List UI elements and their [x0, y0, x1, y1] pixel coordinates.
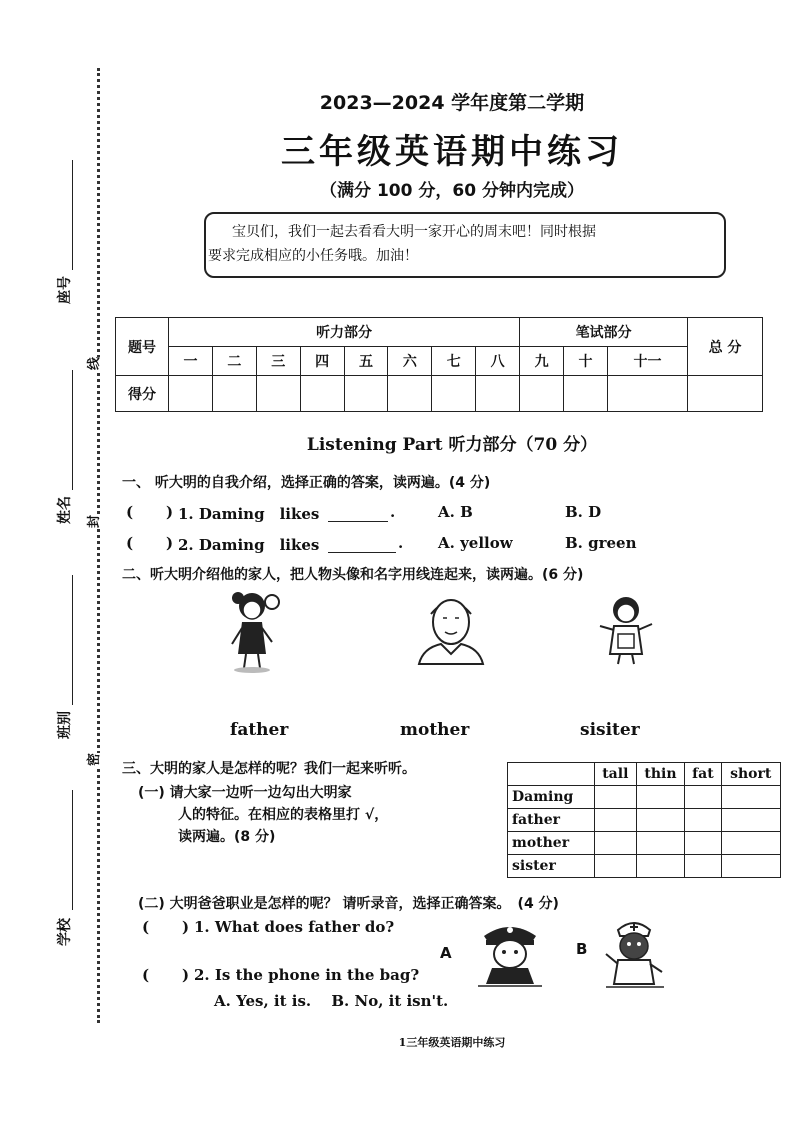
- q2-paren-close: ): [166, 534, 174, 552]
- q2-answer-slot[interactable]: [134, 534, 164, 552]
- part2-title: (二) 大明爸爸职业是怎样的呢？ 请听录音，选择正确答案。 (4 分): [138, 896, 559, 912]
- total-header: 总 分: [688, 318, 763, 376]
- score-cell[interactable]: [344, 376, 388, 412]
- police-officer-figure[interactable]: [474, 918, 546, 988]
- intro-box: [204, 212, 726, 278]
- p2q1-paren-close: ): [182, 918, 190, 936]
- check-cell[interactable]: [721, 786, 781, 809]
- item-header: 六: [388, 347, 432, 376]
- item-header: 七: [432, 347, 476, 376]
- check-cell[interactable]: [595, 786, 637, 809]
- q1-blank[interactable]: [328, 503, 388, 522]
- feature-row-label: father: [508, 809, 595, 832]
- name-fill-line[interactable]: [72, 370, 73, 490]
- part1-line-2: 人的特征。在相应的表格里打 √，: [178, 807, 389, 823]
- item-header: 十: [564, 347, 608, 376]
- q2-period: .: [398, 534, 404, 552]
- check-cell[interactable]: [685, 855, 721, 878]
- exam-subtitle: （满分 100 分，60 分钟内完成）: [320, 181, 584, 201]
- q1-answer-slot[interactable]: [134, 503, 164, 521]
- score-cell[interactable]: [432, 376, 476, 412]
- listening-title: Listening Part 听力部分（70 分）: [306, 435, 598, 455]
- seal-char-secret: 密: [81, 753, 104, 766]
- check-cell[interactable]: [636, 855, 685, 878]
- seat-fill-line[interactable]: [72, 160, 73, 270]
- feature-row-label: sister: [508, 855, 595, 878]
- total-score-cell[interactable]: [688, 376, 763, 412]
- section3-title: 三、大明的家人是怎样的呢？我们一起来听听。: [122, 761, 416, 777]
- p2q1-paren-open: (: [142, 918, 150, 936]
- score-cell[interactable]: [169, 376, 213, 412]
- doctor-figure[interactable]: [602, 914, 668, 990]
- check-cell[interactable]: [685, 809, 721, 832]
- check-cell[interactable]: [595, 832, 637, 855]
- feature-header: fat: [685, 763, 721, 786]
- q1-stem: 1. Daming likes: [178, 505, 320, 523]
- part1-line-3: 读两遍。(8 分): [178, 829, 276, 845]
- name-father[interactable]: father: [230, 720, 289, 740]
- item-header: 三: [256, 347, 300, 376]
- item-header: 九: [520, 347, 564, 376]
- p2q2-stem: 2. Is the phone in the bag?: [194, 966, 420, 984]
- score-row-label-score: 得分: [116, 376, 169, 412]
- features-corner: [508, 763, 595, 786]
- name-label: 姓名: [57, 496, 73, 524]
- check-cell[interactable]: [721, 855, 781, 878]
- intro-line-1: 宝贝们，我们一起去看看大明一家开心的周末吧！同时根据: [232, 224, 596, 240]
- check-cell[interactable]: [685, 832, 721, 855]
- item-header: 五: [344, 347, 388, 376]
- score-cell[interactable]: [607, 376, 687, 412]
- check-cell[interactable]: [636, 809, 685, 832]
- check-cell[interactable]: [721, 832, 781, 855]
- school-fill-line[interactable]: [72, 790, 73, 910]
- seat-label: 座号: [57, 276, 73, 304]
- q1-paren-close: ): [166, 503, 174, 521]
- check-cell[interactable]: [685, 786, 721, 809]
- item-header: 二: [212, 347, 256, 376]
- p2q2-paren-open: (: [142, 966, 150, 984]
- q1-period: .: [390, 503, 396, 521]
- q1-option-a[interactable]: A. B: [438, 503, 473, 521]
- q2-blank[interactable]: [328, 534, 396, 553]
- score-cell[interactable]: [256, 376, 300, 412]
- listening-group-header: 听力部分: [169, 318, 520, 347]
- check-cell[interactable]: [636, 832, 685, 855]
- feature-header: tall: [595, 763, 637, 786]
- intro-line-2: 要求完成相应的小任务哦。加油！: [208, 248, 418, 264]
- check-cell[interactable]: [595, 855, 637, 878]
- p2q2-options[interactable]: A. Yes, it is. B. No, it isn't.: [214, 992, 449, 1010]
- p2q2-answer-slot[interactable]: [150, 966, 180, 984]
- writing-group-header: 笔试部分: [520, 318, 688, 347]
- woman-mother-figure[interactable]: [596, 594, 656, 666]
- school-label: 学校: [57, 918, 73, 946]
- score-table: [115, 317, 763, 412]
- item-header: 四: [300, 347, 344, 376]
- q2-paren-open: (: [126, 534, 134, 552]
- school-year: 2023—2024 学年度第二学期: [319, 92, 585, 114]
- p2q1-answer-slot[interactable]: [150, 918, 180, 936]
- score-row-label-num: 题号: [116, 318, 169, 376]
- name-mother[interactable]: mother: [400, 720, 470, 740]
- section2-title: 二、听大明介绍他的家人，把人物头像和名字用线连起来，读两遍。(6 分): [122, 567, 584, 583]
- page-footer: 1三年级英语期中练习: [398, 1036, 506, 1049]
- p2q2-paren-close: ): [182, 966, 190, 984]
- score-cell[interactable]: [212, 376, 256, 412]
- girl-sister-figure[interactable]: [228, 588, 290, 674]
- score-cell[interactable]: [388, 376, 432, 412]
- exam-title: 三年级英语期中练习: [281, 132, 623, 172]
- section1-title: 一、 听大明的自我介绍，选择正确的答案，读两遍。(4 分): [122, 475, 491, 491]
- score-cell[interactable]: [520, 376, 564, 412]
- seal-char-seal: 封: [81, 515, 104, 528]
- features-table: [507, 762, 781, 878]
- item-header: 八: [476, 347, 520, 376]
- q1-option-b[interactable]: B. D: [565, 503, 602, 521]
- class-fill-line[interactable]: [72, 575, 73, 705]
- part1-line-1: (一) 请大家一边听一边勾出大明家: [138, 785, 352, 801]
- p2q1-stem: 1. What does father do?: [194, 918, 395, 936]
- score-cell[interactable]: [300, 376, 344, 412]
- man-father-figure[interactable]: [415, 592, 487, 666]
- option-label-a: A: [440, 944, 452, 962]
- feature-row-label: mother: [508, 832, 595, 855]
- binding-dotted-line: [97, 68, 100, 1023]
- q1-paren-open: (: [126, 503, 134, 521]
- q2-stem: 2. Daming likes: [178, 536, 320, 554]
- score-cell[interactable]: [564, 376, 608, 412]
- check-cell[interactable]: [721, 809, 781, 832]
- option-label-b: B: [576, 940, 588, 958]
- name-sisiter[interactable]: sisiter: [580, 720, 640, 740]
- feature-header: short: [721, 763, 781, 786]
- class-label: 班别: [57, 711, 73, 739]
- feature-header: thin: [636, 763, 685, 786]
- feature-row-label: Daming: [508, 786, 595, 809]
- check-cell[interactable]: [595, 809, 637, 832]
- seal-char-line: 线: [81, 357, 104, 370]
- q2-option-a[interactable]: A. yellow: [438, 534, 513, 552]
- item-header: 一: [169, 347, 213, 376]
- score-cell[interactable]: [476, 376, 520, 412]
- item-header: 十一: [607, 347, 687, 376]
- check-cell[interactable]: [636, 786, 685, 809]
- q2-option-b[interactable]: B. green: [565, 534, 637, 552]
